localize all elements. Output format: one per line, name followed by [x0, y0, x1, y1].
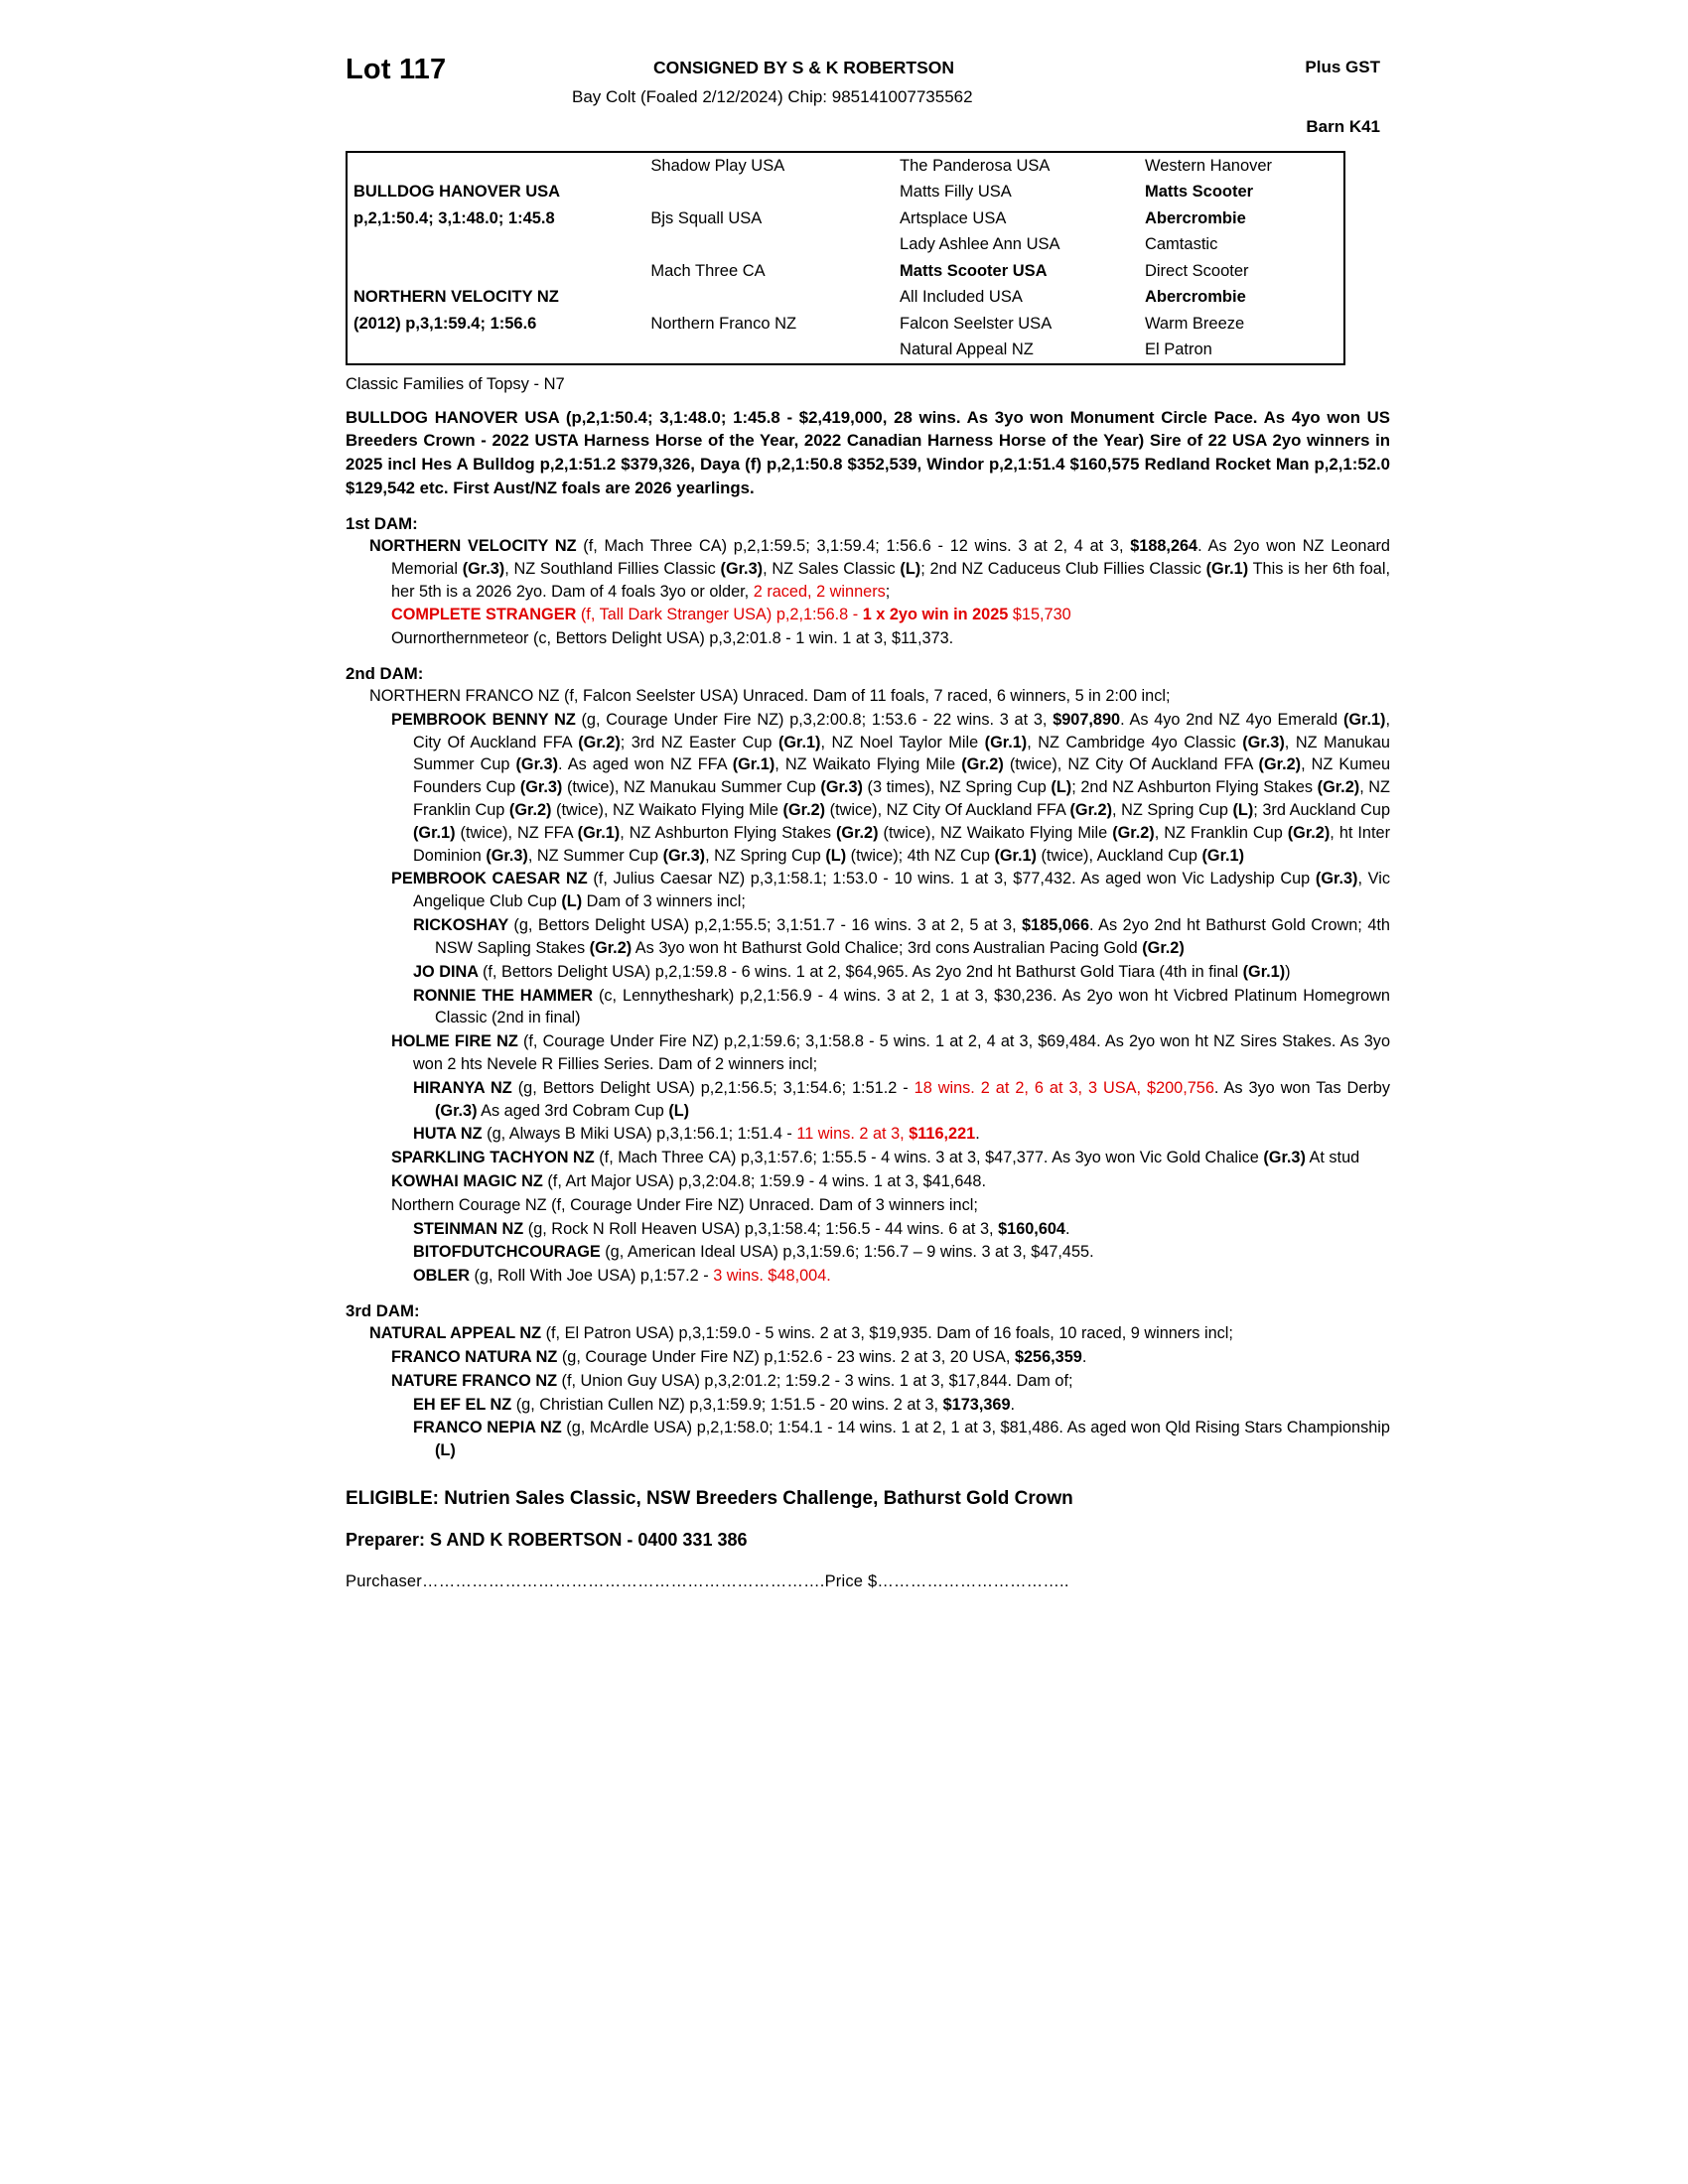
dam-heading: 2nd DAM: [346, 663, 424, 683]
pedigree-cell-gen3: Matts Scooter USA [900, 261, 1048, 280]
pedigree-cell-gen1: BULLDOG HANOVER USA [353, 183, 561, 202]
entry-text: $116,221 [909, 1125, 976, 1144]
pedigree-cell-gen1: NORTHERN VELOCITY NZ [353, 288, 559, 307]
entry-text: (Gr.3) [462, 559, 505, 578]
purchaser-line: Purchaser……………………………………………………………….Price $…………………………….. [346, 1571, 1069, 1590]
entry-text: , NZ Cambridge 4yo Classic [1027, 733, 1243, 751]
entry-text: (g, American Ideal USA) p,3,1:59.6; 1:56.7 – 9 wins. 3 at 3, $47,455. [605, 1243, 1094, 1262]
entry-text: This is her 6th foal, her 5th is a 2026 2yo. Dam of 4 foals 3yo or older, [391, 559, 1390, 601]
pedigree-entry [346, 1370, 1390, 1393]
pedigree-row [348, 284, 1343, 310]
entry-text: ; 3rd NZ Easter Cup [620, 733, 778, 751]
entry-text: $15,730 [1012, 606, 1071, 624]
entry-text: (c, Lennytheshark) p,2,1:56.9 - 4 wins. 3 at 2, 1 at 3, $30,236. As 2yo won ht Vicbred Platinum Homegrown Classic (2nd in final) [435, 986, 1390, 1027]
entry-text: NORTHERN FRANCO NZ (f, Falcon Seelster USA) Unraced. Dam of 11 foals, 7 raced, 6 winners, 5 in 2:00 incl; [369, 686, 1171, 705]
entry-text: FRANCO NATURA NZ [391, 1347, 562, 1366]
pedigree-row [348, 258, 1343, 284]
entry-text: (Gr.2) [782, 801, 826, 819]
entry-text: (twice), NZ FFA [455, 823, 578, 842]
entry-text: STEINMAN NZ [413, 1219, 528, 1238]
entry-text: (Gr.1) [1205, 559, 1249, 578]
entry-text: (Gr.1) [984, 733, 1028, 751]
lot-number: Lot 117 [346, 54, 447, 85]
entry-text: (Gr.1) [1342, 710, 1386, 729]
pedigree-cell-gen2 [644, 284, 894, 310]
entry-text: (Gr.3) [820, 778, 863, 797]
entry-text: (3 times), NZ Spring Cup [862, 778, 1052, 797]
entry-text: (g, Rock N Roll Heaven USA) p,3,1:58.4; 1:56.5 - 44 wins. 6 at 3, [527, 1219, 999, 1238]
entry-text: (Gr.2) [589, 938, 633, 957]
entry-text: HIRANYA NZ [413, 1078, 518, 1097]
pedigree-row [348, 205, 1343, 231]
entry-text: (Gr.1) [777, 733, 821, 751]
entry-text: (Gr.3) [662, 846, 706, 865]
pedigree-cell-gen4: Abercrombie [1144, 208, 1246, 227]
entry-text: , NZ Franklin Cup [1154, 823, 1288, 842]
entry-text: , NZ Noel Taylor Mile [820, 733, 985, 751]
entry-text: , Vic Angelique Club Cup [413, 870, 1390, 911]
pedigree-entry [346, 914, 1390, 960]
pedigree-entry [346, 985, 1390, 1030]
pedigree-entry [346, 868, 1390, 913]
entry-text: (Gr.1) [994, 846, 1037, 865]
pedigree-entry [346, 709, 1390, 868]
pedigree-cell-gen3: Matts Filly USA [900, 183, 1012, 202]
entry-text: (L) [668, 1101, 690, 1120]
entry-text: $907,890 [1053, 710, 1121, 729]
entry-text: NATURE FRANCO NZ [391, 1371, 562, 1390]
entry-text: (Gr.1) [732, 755, 775, 774]
entry-text: ; 3rd Auckland Cup [1253, 801, 1390, 819]
consignor-line: CONSIGNED BY S & K ROBERTSON [653, 58, 955, 77]
entry-text: (twice), NZ City Of Auckland FFA [1003, 755, 1259, 774]
entry-text: (Gr.1) [577, 823, 621, 842]
pedigree-entry [346, 604, 1390, 626]
pedigree-entry [346, 1077, 1390, 1123]
pedigree-cell-gen4: El Patron [1144, 341, 1212, 359]
entry-text: . [975, 1125, 980, 1144]
entry-text: (Gr.2) [508, 801, 552, 819]
entry-text: (L) [1232, 801, 1254, 819]
pedigree-cell-gen3: Artsplace USA [900, 208, 1007, 227]
pedigree-cell-gen2: Bjs Squall USA [650, 208, 763, 227]
pedigree-cell-gen3: All Included USA [900, 288, 1023, 307]
entry-text: . [1010, 1395, 1016, 1414]
pedigree-entry [346, 1170, 1390, 1193]
entry-text: PEMBROOK BENNY NZ [391, 710, 582, 729]
pedigree-cell-gen1 [348, 153, 644, 179]
entry-text: NATURAL APPEAL NZ [369, 1324, 546, 1343]
entry-text: (f, Mach Three CA) p,3,1:57.6; 1:55.5 - 4 wins. 3 at 3, $47,377. As 3yo won Vic Gold Chalice [599, 1149, 1264, 1167]
pedigree-cell-gen1 [348, 258, 644, 284]
entry-text: 11 wins. 2 at 3, [796, 1125, 910, 1144]
classic-families: Classic Families of Topsy - N7 [346, 374, 565, 393]
entry-text: COMPLETE STRANGER [391, 606, 581, 624]
entry-text: . As 2yo 2nd ht Bathurst Gold Crown; 4th NSW Sapling Stakes [435, 916, 1390, 957]
entry-text: , NZ Waikato Flying Mile [774, 755, 962, 774]
entry-text: BITOFDUTCHCOURAGE [413, 1243, 606, 1262]
eligible-line: ELIGIBLE: Nutrien Sales Classic, NSW Breeders Challenge, Bathurst Gold Crown [346, 1487, 1073, 1509]
entry-text: (f, Bettors Delight USA) p,2,1:59.8 - 6 wins. 1 at 2, $64,965. As 2yo 2nd ht Bathurst Gold Tiara (4th in final [482, 962, 1243, 981]
entry-text: $185,066 [1022, 916, 1090, 935]
entry-text: (twice), NZ Waikato Flying Mile [551, 801, 783, 819]
entry-text: KOWHAI MAGIC NZ [391, 1172, 548, 1190]
entry-text: (g, Bettors Delight USA) p,2,1:55.5; 3,1:51.7 - 16 wins. 3 at 2, 5 at 3, [513, 916, 1023, 935]
entry-text: JO DINA [413, 962, 483, 981]
entry-text: (Gr.1) [1242, 962, 1286, 981]
entry-text: $160,604 [998, 1219, 1065, 1238]
pedigree-cell-gen3: The Panderosa USA [900, 157, 1051, 175]
entry-text: (Gr.3) [1315, 870, 1358, 888]
entry-text: (Gr.3) [1242, 733, 1285, 751]
pedigree-cell-gen1 [348, 231, 644, 257]
entry-text: ; 2nd NZ Caduceus Club Fillies Classic [920, 559, 1206, 578]
pedigree-row [348, 153, 1343, 179]
entry-text: EH EF EL NZ [413, 1395, 516, 1414]
pedigree-cell-gen2: Northern Franco NZ [650, 314, 797, 333]
entry-text: 3 wins. $48,004. [713, 1267, 831, 1286]
entry-text: . As 4yo 2nd NZ 4yo Emerald [1120, 710, 1343, 729]
pedigree-cell-gen4: Warm Breeze [1144, 314, 1245, 333]
entry-text: ; [885, 582, 891, 601]
entry-text: (twice), NZ Manukau Summer Cup [562, 778, 821, 797]
entry-text: $173,369 [942, 1395, 1011, 1414]
entry-text: (Gr.3) [486, 846, 528, 865]
preparer-line: Preparer: S AND K ROBERTSON - 0400 331 386 [346, 1529, 748, 1550]
entry-text: , NZ Southland Fillies Classic [504, 559, 721, 578]
entry-text: RONNIE THE HAMMER [413, 986, 599, 1005]
entry-text: (Gr.2) [1069, 801, 1113, 819]
entry-text: (f, Art Major USA) p,3,2:04.8; 1:59.9 - 4 wins. 1 at 3, $41,648. [547, 1172, 987, 1190]
entry-text: HUTA NZ [413, 1125, 488, 1144]
pedigree-cell-gen3: Lady Ashlee Ann USA [900, 235, 1060, 254]
pedigree-table [346, 151, 1345, 365]
pedigree-cell-gen4: Western Hanover [1144, 157, 1273, 175]
entry-text: (Gr.3) [1263, 1149, 1306, 1167]
entry-text: OBLER [413, 1267, 475, 1286]
entry-text: $188,264 [1130, 536, 1198, 555]
entry-text: (L) [435, 1441, 456, 1460]
sire-paragraph: BULLDOG HANOVER USA (p,2,1:50.4; 3,1:48.0; 1:45.8 - $2,419,000, 28 wins. As 3yo won Monument Circle Pace. As 4yo won US Breeders Crown - 2022 USTA Harness Horse of the Year, 2022 Canadian Harness Horse of the Year) Sire of 22 USA 2yo winners in 2025 incl Hes A Bulldog p,2,1:51.2 $379,326, Daya (f) p,2,1:50.8 $352,539, Windor p,2,1:51.4 $160,575 Redland Rocket Man p,2,1:52.0 $129,542 etc. First Aust/NZ foals are 2026 yearlings. [346, 407, 1390, 498]
entry-text: Northern Courage NZ (f, Courage Under Fire NZ) Unraced. Dam of 3 winners incl; [391, 1195, 978, 1214]
entry-text: , City Of Auckland FFA [413, 710, 1390, 751]
page-header [346, 48, 1390, 139]
entry-text: (f, Courage Under Fire NZ) p,2,1:59.6; 3,1:58.8 - 5 wins. 1 at 2, 4 at 3, $69,484. As 2yo won ht NZ Sires Stakes. As 3yo won 2 hts Nevele R Fillies Series. Dam of 2 winners incl; [413, 1032, 1390, 1073]
entry-text: (g, Always B Miki USA) p,3,1:56.1; 1:51.4 - [487, 1125, 797, 1144]
pedigree-row [348, 311, 1343, 337]
entry-text: (g, Courage Under Fire NZ) p,1:52.6 - 23 wins. 2 at 3, 20 USA, [561, 1347, 1015, 1366]
entry-text: SPARKLING TACHYON NZ [391, 1149, 600, 1167]
entry-text: (Gr.3) [720, 559, 764, 578]
pedigree-cell-gen2: Mach Three CA [650, 261, 766, 280]
entry-text: ) [1285, 962, 1291, 981]
pedigree-entry [346, 627, 1390, 650]
pedigree-entry [346, 1241, 1390, 1264]
dam-heading: 3rd DAM: [346, 1301, 420, 1321]
entry-text: . As 2yo won NZ Leonard Memorial [391, 536, 1390, 578]
entry-text: , NZ Kumeu Founders Cup [413, 755, 1390, 797]
pedigree-entry [346, 1346, 1390, 1369]
entry-text: (Gr.2) [961, 755, 1004, 774]
entry-text: (g, Roll With Joe USA) p,1:57.2 - [474, 1267, 714, 1286]
entry-text: , ht Inter Dominion [413, 823, 1390, 865]
entry-text: , NZ Ashburton Flying Stakes [620, 823, 836, 842]
pedigree-entry [346, 1417, 1390, 1462]
entry-text: (f, El Patron USA) p,3,1:59.0 - 5 wins. 2 at 3, $19,935. Dam of 16 foals, 10 raced, 9 winners incl; [545, 1324, 1233, 1343]
pedigree-entry [346, 535, 1390, 603]
entry-text: (f, Julius Caesar NZ) p,3,1:58.1; 1:53.0 - 10 wins. 1 at 3, $77,432. As aged won Vic Ladyship Cup [593, 870, 1316, 888]
entry-text: $256,359 [1014, 1347, 1082, 1366]
entry-text: (g, Bettors Delight USA) p,2,1:56.5; 3,1:54.6; 1:51.2 - [517, 1078, 914, 1097]
entry-text: PEMBROOK CAESAR NZ [391, 870, 594, 888]
entry-text: (Gr.2) [835, 823, 879, 842]
pedigree-entry [346, 1394, 1390, 1417]
pedigree-cell-gen2 [644, 179, 894, 205]
entry-text: Ournorthernmeteor (c, Bettors Delight USA) p,3,2:01.8 - 1 win. 1 at 3, $11,373. [391, 629, 954, 648]
entry-text: (f, Union Guy USA) p,3,2:01.2; 1:59.2 - 3 wins. 1 at 3, $17,844. Dam of; [561, 1371, 1073, 1390]
entry-text: (L) [900, 559, 921, 578]
entry-text: (f, Mach Three CA) p,2,1:59.5; 3,1:59.4; 1:56.6 - 12 wins. 3 at 2, 4 at 3, [583, 536, 1131, 555]
entry-text: (Gr.1) [1201, 846, 1245, 865]
entry-text: (Gr.2) [1287, 823, 1331, 842]
entry-text: 2 raced, 2 winners [753, 582, 886, 601]
pedigree-cell-gen2 [644, 231, 894, 257]
entry-text: (Gr.2) [1142, 938, 1185, 957]
entry-text: , NZ Sales Classic [763, 559, 901, 578]
entry-text: , NZ Summer Cup [527, 846, 663, 865]
pedigree-entry [346, 1322, 1390, 1345]
pedigree-entry [346, 1030, 1390, 1076]
entry-text: (L) [1051, 778, 1072, 797]
entry-text: 1 x 2yo win in 2025 [862, 606, 1013, 624]
entry-text: (L) [825, 846, 847, 865]
entry-text: FRANCO NEPIA NZ [413, 1419, 567, 1437]
pedigree-cell-gen4: Camtastic [1144, 235, 1218, 254]
entry-text: HOLME FIRE NZ [391, 1032, 523, 1051]
pedigree-cell-gen2 [644, 337, 894, 362]
entry-text: (Gr.2) [1112, 823, 1155, 842]
entry-text: (Gr.2) [1317, 778, 1360, 797]
entry-text: RICKOSHAY [413, 916, 514, 935]
pedigree-cell-gen1 [348, 337, 644, 362]
plus-gst-label: Plus GST [1305, 58, 1380, 76]
pedigree-cell-gen3: Falcon Seelster USA [900, 314, 1053, 333]
entry-text: (twice), NZ Waikato Flying Mile [878, 823, 1113, 842]
dam-heading: 1st DAM: [346, 513, 418, 533]
pedigree-cell-gen4: Matts Scooter [1144, 183, 1254, 202]
entry-text: (Gr.3) [515, 755, 559, 774]
pedigree-row [348, 231, 1343, 257]
pedigree-cell-gen2: Shadow Play USA [650, 157, 785, 175]
entry-text: (Gr.1) [413, 823, 456, 842]
entry-text: , NZ Franklin Cup [413, 778, 1390, 819]
entry-text: As aged 3rd Cobram Cup [477, 1101, 669, 1120]
pedigree-entry [346, 1194, 1390, 1217]
entry-text: (twice); 4th NZ Cup [846, 846, 995, 865]
entry-text: (g, McArdle USA) p,2,1:58.0; 1:54.1 - 14 wins. 1 at 2, 1 at 3, $81,486. As aged won Qld Rising Stars Championship [566, 1419, 1390, 1437]
foaling-details: Bay Colt (Foaled 2/12/2024) Chip: 985141007735562 [572, 87, 973, 106]
entry-text: (Gr.3) [519, 778, 563, 797]
entry-text: (f, Tall Dark Stranger USA) p,2,1:56.8 - [580, 606, 863, 624]
entry-text: (twice), Auckland Cup [1036, 846, 1202, 865]
pedigree-cell-gen1: p,2,1:50.4; 3,1:48.0; 1:45.8 [353, 208, 555, 227]
entry-text: (Gr.3) [435, 1101, 478, 1120]
entry-text: , NZ Spring Cup [1112, 801, 1233, 819]
entry-text: (Gr.2) [1258, 755, 1302, 774]
entry-text: (Gr.2) [578, 733, 621, 751]
pedigree-entry [346, 1123, 1390, 1146]
entry-text: 18 wins. 2 at 2, 6 at 3, 3 USA, $200,756 [914, 1078, 1214, 1097]
entry-text: . [1081, 1347, 1087, 1366]
pedigree-row [348, 179, 1343, 205]
pedigree-cell-gen4: Abercrombie [1144, 288, 1246, 307]
entry-text: Dam of 3 winners incl; [582, 892, 746, 911]
entry-text: At stud [1305, 1149, 1360, 1167]
entry-text: (g, Courage Under Fire NZ) p,3,2:00.8; 1:53.6 - 22 wins. 3 at 3, [581, 710, 1054, 729]
dam-sections [346, 514, 1390, 1462]
pedigree-entry [346, 1218, 1390, 1241]
entry-text: . As aged won NZ FFA [558, 755, 733, 774]
entry-text: , NZ Manukau Summer Cup [413, 733, 1390, 774]
entry-text: ; 2nd NZ Ashburton Flying Stakes [1071, 778, 1318, 797]
pedigree-entry [346, 1265, 1390, 1288]
barn-label: Barn K41 [1306, 117, 1380, 136]
pedigree-entry [346, 1147, 1390, 1169]
entry-text: . As 3yo won Tas Derby [1213, 1078, 1390, 1097]
entry-text: , NZ Spring Cup [705, 846, 826, 865]
pedigree-body [348, 153, 1343, 363]
entry-text: NORTHERN VELOCITY NZ [369, 536, 584, 555]
entry-text: (g, Christian Cullen NZ) p,3,1:59.9; 1:51.5 - 20 wins. 2 at 3, [515, 1395, 943, 1414]
entry-text: . [1065, 1219, 1070, 1238]
pedigree-entry [346, 685, 1390, 708]
pedigree-row [348, 337, 1343, 362]
entry-text: As 3yo won ht Bathurst Gold Chalice; 3rd cons Australian Pacing Gold [632, 938, 1143, 957]
pedigree-entry [346, 961, 1390, 984]
entry-text: (twice), NZ City Of Auckland FFA [825, 801, 1070, 819]
pedigree-cell-gen1: (2012) p,3,1:59.4; 1:56.6 [353, 314, 537, 333]
pedigree-cell-gen4: Direct Scooter [1144, 261, 1249, 280]
pedigree-cell-gen3: Natural Appeal NZ [900, 341, 1034, 359]
entry-text: (L) [561, 892, 583, 911]
